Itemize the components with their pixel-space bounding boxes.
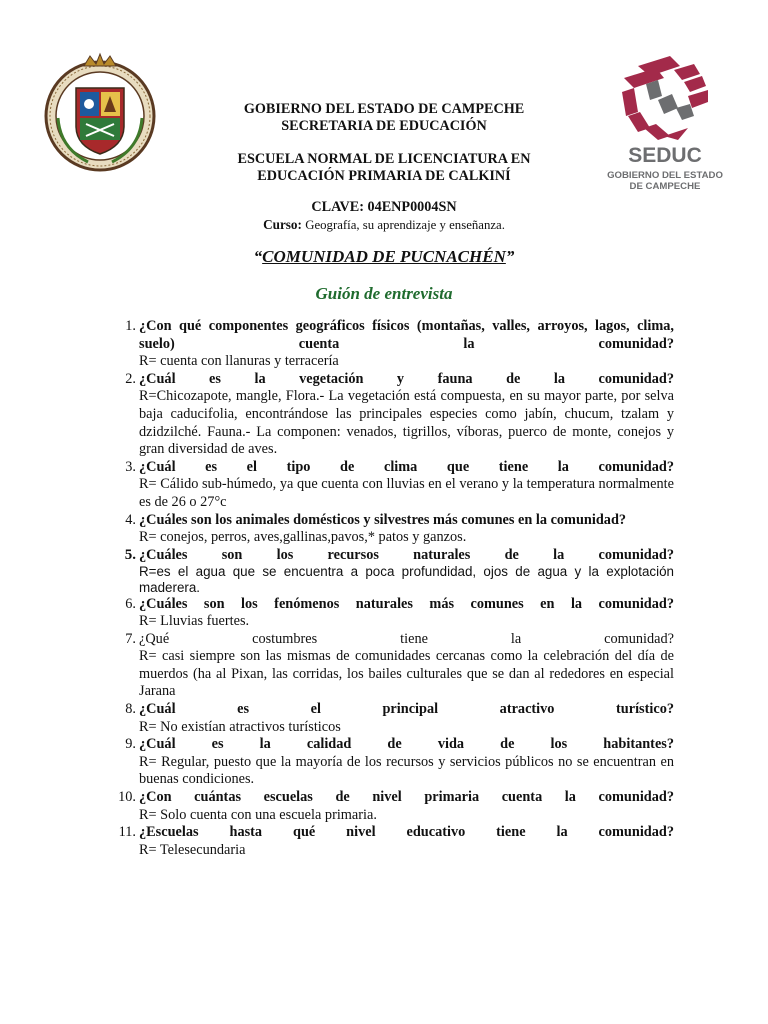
question-number: 3. xyxy=(125,458,136,475)
course-text: Geografía, su aprendizaje y enseñanza. xyxy=(305,218,505,232)
question-text: ¿Con qué componentes geográficos físicos (montañas, valles, arroyos, lagos, clima, suelo) cuenta la comunidad? xyxy=(139,318,674,352)
answer-text: R=es el agua que se encuentra a poca profundidad, ojos de agua y la explotación maderera. xyxy=(139,564,674,595)
question-item-4 xyxy=(110,512,674,547)
government-line: GOBIERNO DEL ESTADO DE CAMPECHE xyxy=(243,101,525,117)
question-text: ¿Cuál es la calidad de vida de los habitantes? xyxy=(139,736,674,753)
title-close-quote: ” xyxy=(505,247,515,266)
question-number: 11. xyxy=(118,824,136,841)
seal-crown xyxy=(84,54,116,66)
course-label: Curso: xyxy=(263,217,302,232)
school-line1: ESCUELA NORMAL DE LICENCIATURA EN xyxy=(237,151,531,167)
school-line2: EDUCACIÓN PRIMARIA DE CALKINÍ xyxy=(257,168,511,184)
question-item-3 xyxy=(110,459,674,512)
seal-shield xyxy=(76,88,124,154)
answer-text: R= Regular, puesto que la mayoría de los recursos y servicios públicos no se encuentran en buenas condiciones. xyxy=(139,753,674,788)
seduc-tagline-line2: DE CAMPECHE xyxy=(629,181,701,192)
answer-text: R= Telesecundaria xyxy=(139,841,246,858)
question-item-6 xyxy=(110,596,674,631)
question-item-11 xyxy=(110,824,674,859)
question-number: 1. xyxy=(125,318,136,334)
question-list xyxy=(110,318,674,859)
question-text: ¿Cuáles son los recursos naturales de la comunidad? xyxy=(139,546,674,563)
answer-text: R= No existían atractivos turísticos xyxy=(139,718,341,735)
question-text: ¿Con cuántas escuelas de nivel primaria cuenta la comunidad? xyxy=(139,789,674,806)
question-number: 10. xyxy=(118,789,136,806)
government-header xyxy=(170,101,598,135)
document-title xyxy=(170,247,598,267)
question-number: 6. xyxy=(125,595,136,612)
question-number: 9. xyxy=(125,736,136,753)
question-text: ¿Escuelas hasta qué nivel educativo tiene la comunidad? xyxy=(139,824,674,841)
question-number: 8. xyxy=(125,701,136,718)
course-line xyxy=(170,216,598,234)
question-item-10 xyxy=(110,789,674,824)
answer-text: R= conejos, perros, aves,gallinas,pavos,* patos y ganzos. xyxy=(139,529,467,546)
answer-text: R= casi siempre son las mismas de comunidades cercanas como la celebración del día de muerdos (ha al Pixan, las corridas, los bailes culturales que se dan al rededores en especial Jarana xyxy=(139,648,674,700)
question-number: 5. xyxy=(124,546,136,563)
question-number: 7. xyxy=(125,630,136,647)
answer-text: R= Cálido sub-húmedo, ya que cuenta con lluvias en el verano y la temperatura normalmente es de 26 o 27°c xyxy=(139,476,674,510)
title-open-quote: “ xyxy=(253,247,263,266)
question-text: ¿Cuáles son los animales domésticos y silvestres más comunes en la comunidad? xyxy=(139,511,627,528)
school-seal-logo xyxy=(40,52,160,174)
question-text: ¿Qué costumbres tiene la comunidad? xyxy=(139,630,674,647)
document-subtitle: Guión de entrevista xyxy=(315,284,453,303)
question-number: 2. xyxy=(125,370,136,387)
school-header xyxy=(170,151,598,185)
title-text: COMUNIDAD DE PUCNACHÉN xyxy=(262,247,506,266)
answer-text: R= Solo cuenta con una escuela primaria. xyxy=(139,806,377,823)
question-item-5 xyxy=(110,547,674,596)
question-item-1 xyxy=(110,318,674,371)
secretaria-line: SECRETARIA DE EDUCACIÓN xyxy=(281,118,487,134)
question-item-7 xyxy=(110,631,674,701)
question-number: 4. xyxy=(125,511,136,528)
question-text: ¿Cuáles son los fenómenos naturales más comunes en la comunidad? xyxy=(139,595,674,612)
seduc-logo xyxy=(598,56,733,192)
answer-text: R=Chicozapote, mangle, Flora.- La vegetación está compuesta, en su mayor parte, por selva baja caducifolia, encontrándose las principales especies como jabín, chucum, tzalam y dzidzilché. Fauna.- La componen: venados, tigrillos, víboras, puerco de monte, conejos y gran diversidad de aves. xyxy=(139,388,674,458)
question-item-2 xyxy=(110,371,674,459)
seduc-brand-text: SEDUC xyxy=(628,144,702,167)
question-text: ¿Cuál es el principal atractivo turístico? xyxy=(139,701,674,718)
question-text: ¿Cuál es la vegetación y fauna de la comunidad? xyxy=(139,370,674,387)
seduc-tagline-line1: GOBIERNO DEL ESTADO xyxy=(607,170,723,181)
answer-text: R= Lluvias fuertes. xyxy=(139,613,250,630)
question-text: ¿Cuál es el tipo de clima que tiene la comunidad? xyxy=(139,458,674,475)
clave-line: CLAVE: 04ENP0004SN xyxy=(311,199,457,215)
seduc-emblem-icon xyxy=(622,56,708,140)
question-item-9 xyxy=(110,736,674,789)
answer-text: R= cuenta con llanuras y terracería xyxy=(139,353,339,370)
question-item-8 xyxy=(110,701,674,736)
